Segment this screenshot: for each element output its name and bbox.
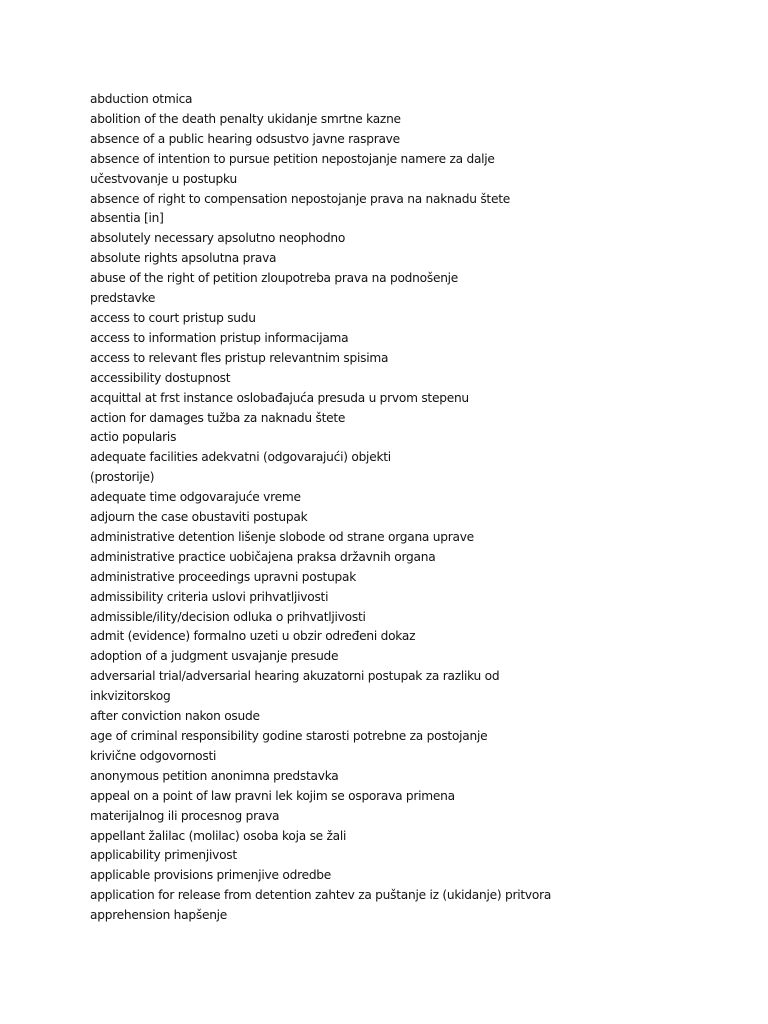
- glossary-line: appeal on a point of law pravni lek kojim se osporava primena: [90, 788, 455, 803]
- glossary-line: after conviction nakon osude: [90, 709, 260, 724]
- glossary-line: absence of right to compensation nepostojanje prava na naknadu štete: [90, 191, 510, 206]
- glossary-line: application for release from detention zahtev za puštanje iz (ukidanje) pritvora: [90, 888, 552, 903]
- glossary-line: adversarial trial/adversarial hearing akuzatorni postupak za razliku od: [90, 669, 500, 684]
- glossary-line: absolutely necessary apsolutno neophodno: [90, 231, 346, 246]
- glossary-line: krivične odgovornosti: [90, 748, 217, 763]
- glossary-line: accessibility dostupnost: [90, 370, 231, 385]
- glossary-line: action for damages tužba za naknadu štete: [90, 410, 346, 425]
- glossary-line: abuse of the right of petition zloupotreba prava na podnošenje: [90, 271, 459, 286]
- glossary-line: admissibility criteria uslovi prihvatljivosti: [90, 589, 329, 604]
- glossary-line: access to relevant fles pristup relevantnim spisima: [90, 350, 389, 365]
- glossary-line: absentia [in]: [90, 211, 164, 226]
- glossary-list: [90, 90, 710, 926]
- glossary-line: absence of intention to pursue petition nepostojanje namere za dalje: [90, 151, 495, 166]
- glossary-line: access to information pristup informacijama: [90, 330, 349, 345]
- glossary-line: administrative practice uobičajena praksa državnih organa: [90, 549, 436, 564]
- glossary-line: administrative detention lišenje slobode od strane organa uprave: [90, 529, 474, 544]
- glossary-line: admissible/ility/decision odluka o prihvatljivosti: [90, 609, 366, 624]
- glossary-line: access to court pristup sudu: [90, 310, 256, 325]
- glossary-line: appellant žalilac (molilac) osoba koja se žali: [90, 828, 347, 843]
- glossary-line: abolition of the death penalty ukidanje smrtne kazne: [90, 111, 401, 126]
- glossary-line: actio popularis: [90, 430, 177, 445]
- glossary-line: absence of a public hearing odsustvo javne rasprave: [90, 131, 400, 146]
- glossary-line: administrative proceedings upravni postupak: [90, 569, 357, 584]
- glossary-line: adequate facilities adekvatni (odgovarajući) objekti: [90, 450, 391, 465]
- glossary-line: inkvizitorskog: [90, 689, 171, 704]
- glossary-line: anonymous petition anonimna predstavka: [90, 768, 339, 783]
- glossary-line: učestvovanje u postupku: [90, 171, 237, 186]
- glossary-line: materijalnog ili procesnog prava: [90, 808, 280, 823]
- glossary-line: applicability primenjivost: [90, 848, 237, 863]
- glossary-line: absolute rights apsolutna prava: [90, 251, 277, 266]
- glossary-line: abduction otmica: [90, 92, 193, 106]
- glossary-line: adequate time odgovarajuće vreme: [90, 490, 301, 505]
- glossary-line: adjourn the case obustaviti postupak: [90, 510, 308, 525]
- glossary-line: predstavke: [90, 291, 156, 306]
- glossary-line: adoption of a judgment usvajanje presude: [90, 649, 339, 664]
- glossary-line: acquittal at frst instance oslobađajuća presuda u prvom stepenu: [90, 390, 469, 405]
- glossary-line: age of criminal responsibility godine starosti potrebne za postojanje: [90, 729, 488, 743]
- glossary-line: apprehension hapšenje: [90, 908, 228, 923]
- glossary-line: admit (evidence) formalno uzeti u obzir određeni dokaz: [90, 629, 416, 644]
- glossary-line: applicable provisions primenjive odredbe: [90, 868, 332, 883]
- glossary-line: (prostorije): [90, 470, 155, 485]
